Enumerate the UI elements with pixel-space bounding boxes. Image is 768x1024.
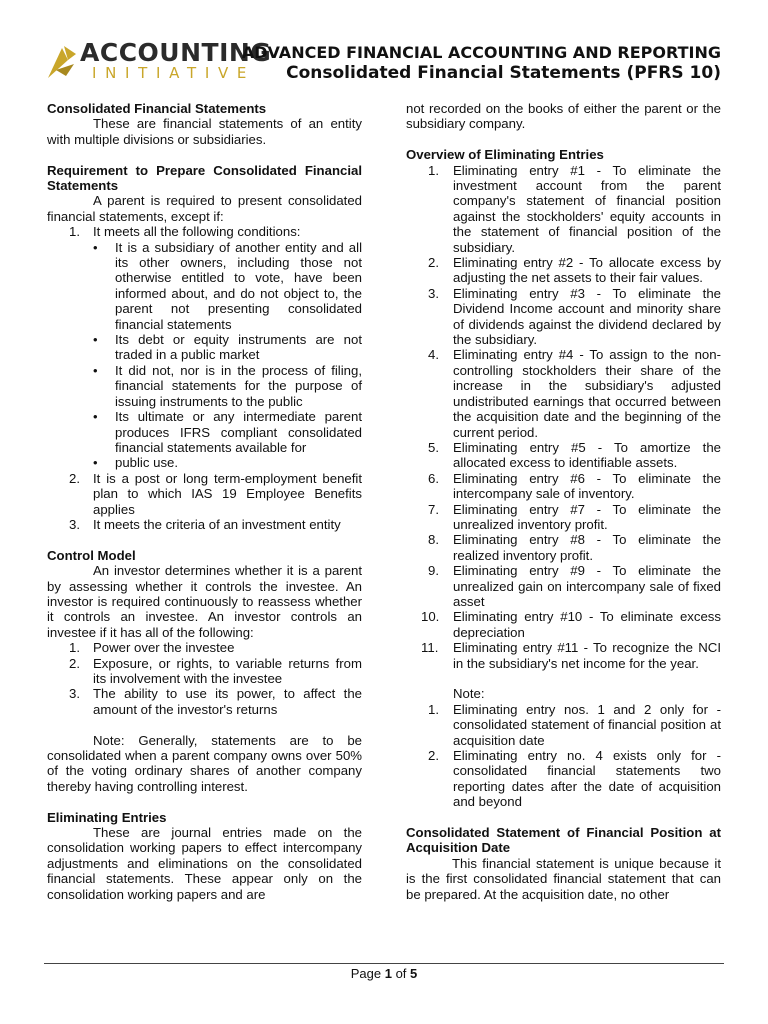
list-item: 9. Eliminating entry #9 - To eliminate the unrealized gain on intercompany sale of fixed asset: [428, 563, 721, 609]
list-item: 2. It is a post or long term-employment benefit plan to which IAS 19 Employee Benefits applies: [69, 470, 362, 517]
page-header: [0, 0, 768, 95]
page-number: Page 1 of 5: [350, 966, 418, 981]
conditions-list: [93, 240, 362, 471]
list-item: 10. Eliminating entry #10 - To eliminate excess depreciation: [421, 609, 721, 640]
list-item: 3. Eliminating entry #3 - To eliminate the Dividend Income account and minority share of dividends against the dividend declared by the subsidiary.: [428, 285, 721, 348]
document-subtitle: Consolidated Financial Statements (PFRS 10): [286, 63, 721, 83]
bullet-item: • It did not, nor is in the process of filing, financial statements for the purpose of issuing instruments to the public: [93, 363, 362, 409]
list-item: 1. Eliminating entry nos. 1 and 2 only for - consolidated statement of financial position at acquisition date: [428, 701, 721, 748]
section-heading: Consolidated Statement of Financial Position at Acquisition Date: [406, 825, 721, 856]
paragraph: These are financial statements of an entity with multiple divisions or subsidiaries.: [47, 116, 362, 147]
paragraph: An investor determines whether it is a parent by assessing whether it controls the investee. An investor is required continuously to reassess whether it controls an investee. An investor controls an investee if it has all of the following:: [47, 563, 362, 640]
section-heading: Consolidated Financial Statements: [47, 101, 267, 116]
list-item: 1. Eliminating entry #1 - To eliminate the investment account from the parent company's statement of financial position against the stockholders' equity accounts in the statement of financial position of the subsidiary.: [428, 162, 721, 255]
bullet-item: • public use.: [93, 455, 362, 470]
logo-main-text: ACCOUNTING: [80, 38, 272, 67]
logo-sub-text: INITIATIVE: [92, 64, 256, 82]
eliminating-entries-list: [406, 163, 721, 671]
list-item: 1. Power over the investee: [69, 640, 235, 656]
right-column: [406, 101, 721, 902]
paragraph: This financial statement is unique because it is the first consolidated financial statement that can be prepared. At the acquisition date, no other: [406, 855, 721, 902]
list-item: 2. Eliminating entry no. 4 exists only for - consolidated financial statements two reporting dates after the date of acquisition and beyond: [428, 748, 721, 810]
bullet-item: • It is a subsidiary of another entity and all its other owners, including those not otherwise entitled to vote, have been informed about, and do not object to, the parent not presenting consolidated financial statements: [93, 240, 362, 332]
paragraph: A parent is required to present consolidated financial statements, except if:: [47, 193, 362, 224]
note-paragraph: Note: Generally, statements are to be consolidated when a parent company owns over 50% of the voting ordinary shares of another company thereby having controlling interest.: [47, 732, 362, 794]
list-item: 2. Exposure, or rights, to variable returns from its involvement with the investee: [69, 655, 362, 686]
list-item: 3. It meets the criteria of an investment entity: [69, 516, 341, 532]
list-item: 7. Eliminating entry #7 - To eliminate the unrealized inventory profit.: [428, 501, 721, 532]
paragraph: These are journal entries made on the consolidation working papers to effect intercompany adjustments and eliminations on the consolidated financial statements. These appear only on the consolidation working papers and are: [47, 825, 362, 902]
list-item: 3. The ability to use its power, to affect the amount of the investor's returns: [69, 686, 362, 717]
section-heading: Control Model: [47, 547, 136, 563]
section-heading: Eliminating Entries: [47, 809, 167, 825]
list-item: 4. Eliminating entry #4 - To assign to the non-controlling stockholders their share of the increase in the subsidiary's adjusted undistributed earnings that occurred between the acquisition date and the beginning of the current period.: [428, 347, 721, 440]
list-item: 2. Eliminating entry #2 - To allocate excess by adjusting the net assets to their fair values.: [428, 255, 721, 286]
left-column: [47, 101, 362, 902]
footer-divider: [44, 963, 724, 964]
section-heading: Requirement to Prepare Consolidated Financial Statements: [47, 162, 362, 194]
list-item: 11. Eliminating entry #11 - To recognize the NCI in the subsidiary's net income for the year.: [421, 640, 721, 671]
document-title: ADVANCED FINANCIAL ACCOUNTING AND REPORTING: [241, 43, 721, 62]
list-item: 8. Eliminating entry #8 - To eliminate the realized inventory profit.: [428, 532, 721, 563]
logo-leaf-icon: [44, 42, 80, 82]
section-heading: Overview of Eliminating Entries: [406, 147, 604, 163]
control-list: [47, 640, 362, 717]
paragraph: not recorded on the books of either the parent or the subsidiary company.: [406, 101, 721, 132]
note-label: Note:: [453, 686, 485, 702]
bullet-item: • Its debt or equity instruments are not traded in a public market: [93, 332, 362, 363]
exceptions-list: [47, 224, 362, 532]
list-item: 6. Eliminating entry #6 - To eliminate the intercompany sale of inventory.: [428, 470, 721, 502]
list-item: 1. It meets all the following conditions: • It is a subsidiary of another entity and all its other owners, including those not otherwise entitled to vote, have been informed about, and do not object to, the parent not presenting consolidated financial statements • Its debt or equity instruments are not traded in a public market • It did not, nor is in the process of filing, financial statements for the purpose of issuing instruments to the public • Its ultimate or any intermediate parent produces IFRS compliant consolidated financial statements available for • public use.: [47, 224, 362, 471]
bullet-item: • Its ultimate or any intermediate parent produces IFRS compliant consolidated financial statements available for: [93, 409, 362, 455]
note-list: [406, 702, 721, 810]
list-item: 5. Eliminating entry #5 - To amortize the allocated excess to identifiable assets.: [428, 439, 721, 471]
